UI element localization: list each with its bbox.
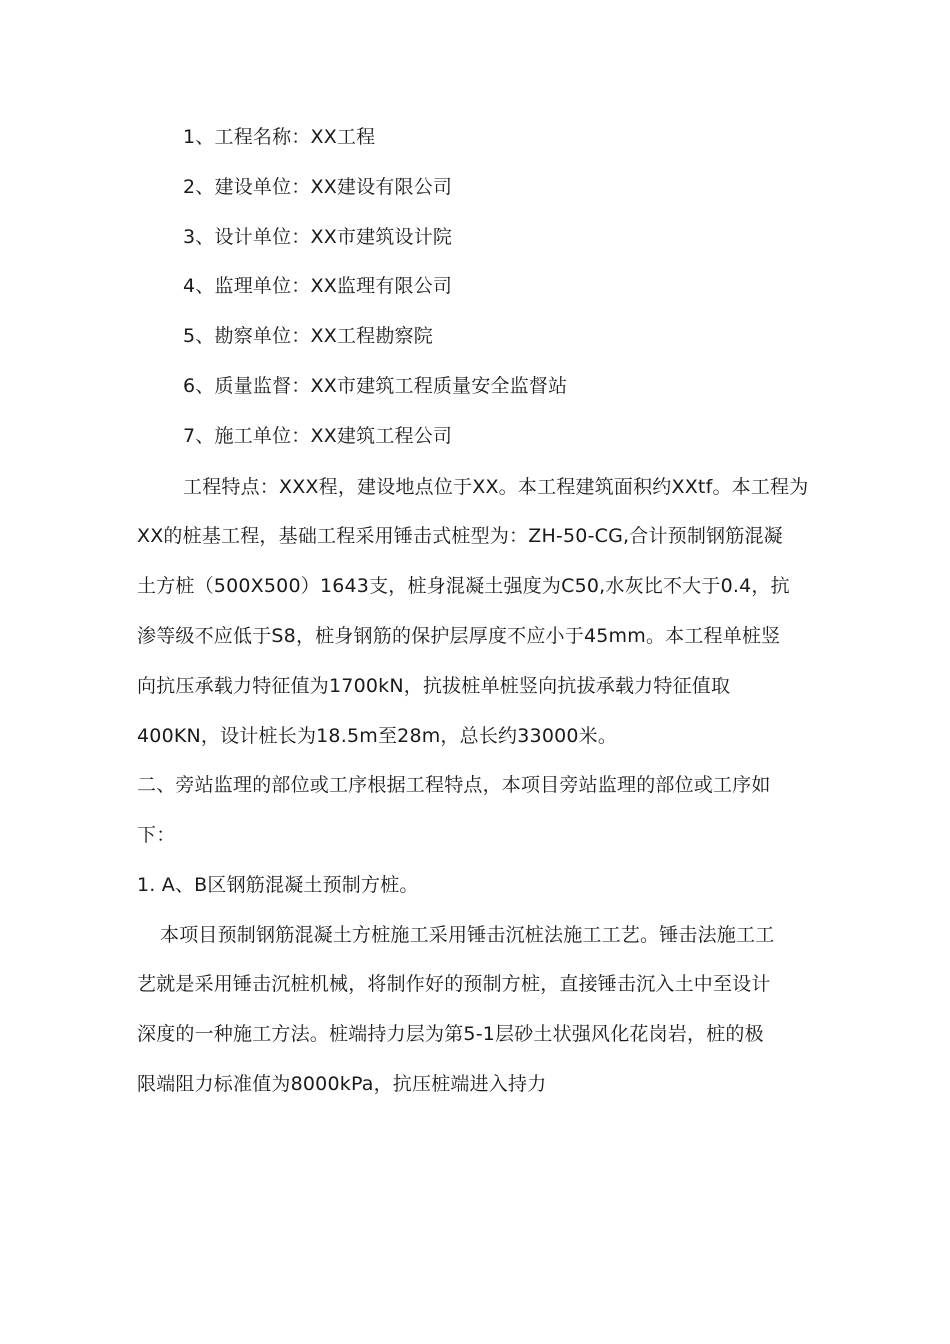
process-paragraph-line: 深度的一种施工方法。桩端持力层为第5-1层砂土状强风化花岗岩，桩的极 xyxy=(137,1023,764,1045)
features-paragraph-line: 向抗压承载力特征值为1700kN，抗拔桩单桩竖向抗拔承载力特征值取 xyxy=(137,675,731,697)
process-paragraph-line: 本项目预制钢筋混凝土方桩施工采用锤击沉桩法施工工艺。锤击法施工工 xyxy=(160,924,775,946)
features-paragraph-line: XX的桩基工程，基础工程采用锤击式桩型为：ZH-50-CG,合计预制钢筋混凝 xyxy=(137,525,783,547)
subsection-heading: 1. A、B区钢筋混凝土预制方桩。 xyxy=(137,874,419,896)
construction-unit-line: 2、建设单位：XX建设有限公司 xyxy=(183,176,453,198)
section-heading-line: 二、旁站监理的部位或工序根据工程特点，本项目旁站监理的部位或工序如 xyxy=(137,774,771,796)
design-unit-line: 3、设计单位：XX市建筑设计院 xyxy=(183,226,453,248)
project-name-line: 1、工程名称：XX工程 xyxy=(183,126,376,148)
process-paragraph-line: 限端阻力标准值为8000kPa，抗压桩端进入持力 xyxy=(137,1073,547,1095)
supervision-unit-line: 4、监理单位：XX监理有限公司 xyxy=(183,275,453,297)
features-paragraph-line: 工程特点：XXX程，建设地点位于XX。本工程建筑面积约XXtf。本工程为 xyxy=(183,476,809,498)
features-paragraph-line: 400KN，设计桩长为18.5m至28m，总长约33000米。 xyxy=(137,725,618,747)
contractor-unit-line: 7、施工单位：XX建筑工程公司 xyxy=(183,425,453,447)
features-paragraph-line: 土方桩（500X500）1643支，桩身混凝土强度为C50,水灰比不大于0.4，抗 xyxy=(137,575,790,597)
section-heading-line: 下： xyxy=(137,824,176,846)
features-paragraph-line: 渗等级不应低于S8，桩身钢筋的保护层厚度不应小于45mm。本工程单桩竖 xyxy=(137,625,781,647)
survey-unit-line: 5、勘察单位：XX工程勘察院 xyxy=(183,325,433,347)
quality-supervision-line: 6、质量监督：XX市建筑工程质量安全监督站 xyxy=(183,375,568,397)
process-paragraph-line: 艺就是采用锤击沉桩机械，将制作好的预制方桩，直接锤击沉入土中至设计 xyxy=(137,973,771,995)
